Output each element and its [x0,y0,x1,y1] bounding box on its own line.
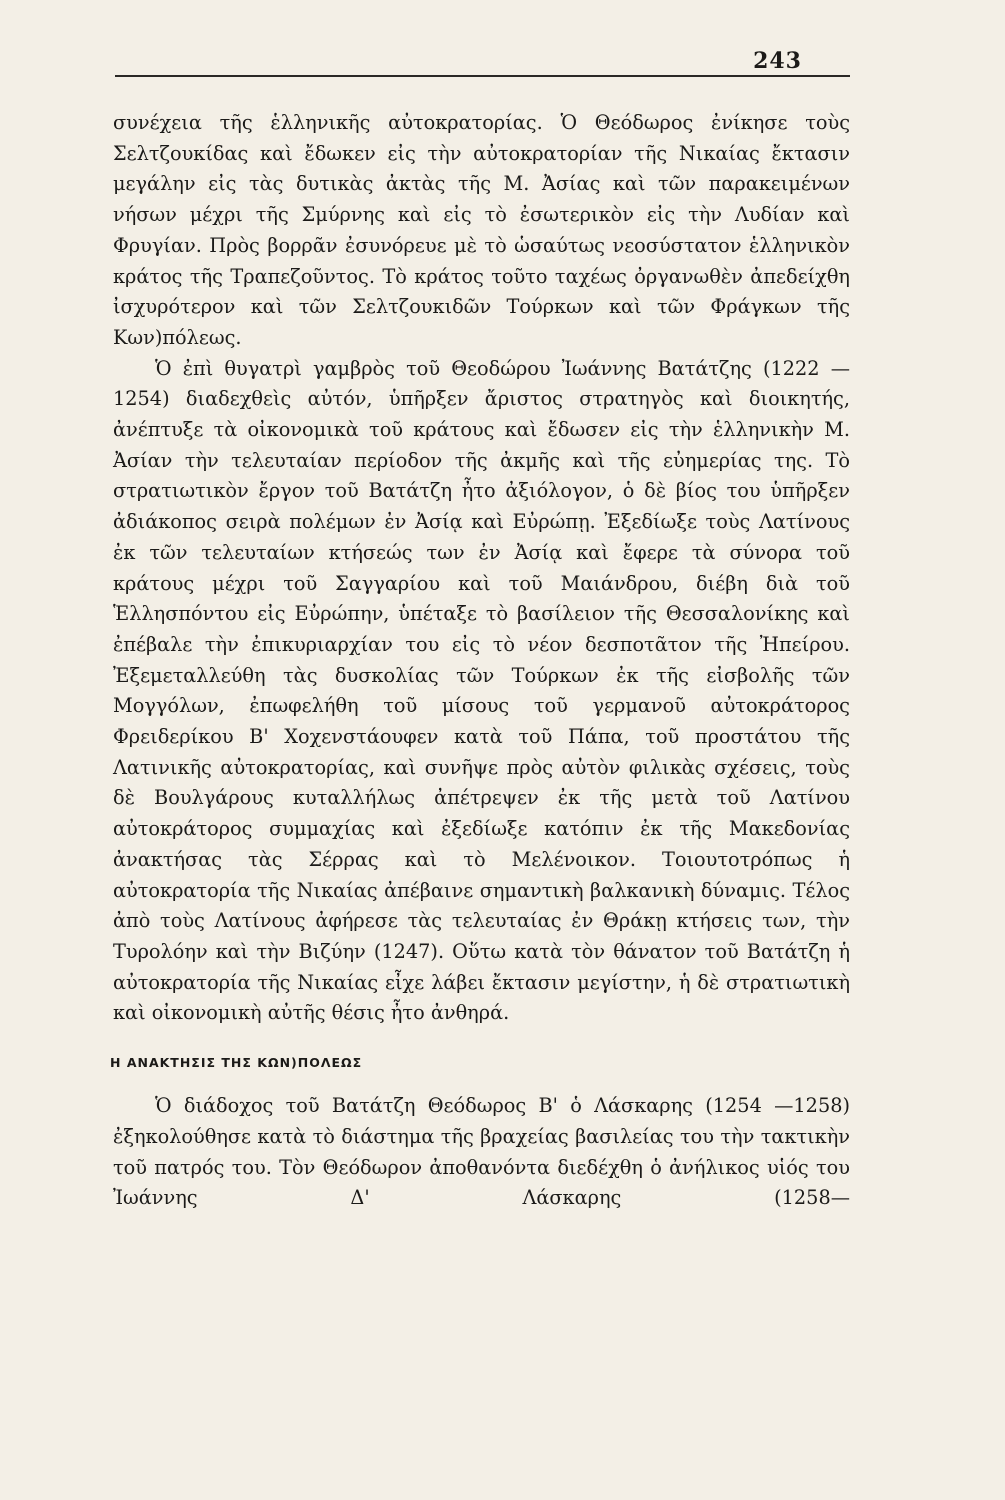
section-heading: Η ΑΝΑΚΤΗΣΙΣ ΤΗΣ ΚΩΝ)ΠΟΛΕΩΣ [110,1055,363,1071]
paragraph-theodore-ii: Ὁ διάδοχος τοῦ Βατάτζη Θεόδωρος Β' ὁ Λάσκαρης (1254 —1258) ἐξηκολούθησε κατὰ τὸ διάστημα τῆς βραχείας βασιλείας του τὴν τακτικὴν τοῦ πατρός του. Τὸν Θεόδωρον ἀποθανόντα διεδέχθη ὁ ἀνήλικος υἱός του Ἰωάννης Δ' Λάσκαρης (1258— [113,1094,850,1210]
page-number: 243 [753,48,802,74]
body-text [110,108,850,1214]
paragraph-continuation: συνέχεια τῆς ἑλληνικῆς αὐτοκρατορίας. Ὁ Θεόδωρος ἐνίκησε τοὺς Σελτζουκίδας καὶ ἔδωκεν εἰς τὴν αὐτοκρατορίαν τῆς Νικαίας ἔκτασιν μεγάλην εἰς τὰς δυτικὰς ἀκτὰς τῆς Μ. Ἀσίας καὶ τῶν παρακειμένων νήσων μέχρι τῆς Σμύρνης καὶ εἰς τὸ ἐσωτερικὸν εἰς τὴν Λυδίαν καὶ Φρυγίαν. Πρὸς βορρᾶν ἐσυνόρευε μὲ τὸ ὡσαύτως νεοσύστατον ἑλληνικὸν κράτος τῆς Τραπεζοῦντος. Τὸ κράτος τοῦτο ταχέως ὀργανωθὲν ἀπεδείχθη ἰσχυρότερον καὶ τῶν Σελτζουκιδῶν Τούρκων καὶ τῶν Φράγκων τῆς Κων)πόλεως. [113,111,850,349]
paragraph-vatatzes: Ὁ ἐπὶ θυγατρὶ γαμβρὸς τοῦ Θεοδώρου Ἰωάννης Βατάτζης (1222 — 1254) διαδεχθεὶς αὐτόν, ὑπῆρξεν ἄριστος στρατηγὸς καὶ διοικητής, ἀνέπτυξε τὰ οἰκονομικὰ τοῦ κράτους καὶ ἔδωσεν εἰς τὴν ἑλληνικὴν Μ. Ἀσίαν τὴν τελευταίαν περίοδον τῆς ἀκμῆς καὶ τῆς εὐημερίας της. Τὸ στρατιωτικὸν ἔργον τοῦ Βατάτζη ἦτο ἀξιόλογον, ὁ δὲ βίος του ὑπῆρξεν ἀδιάκοπος σειρὰ πολέμων ἐν Ἀσίᾳ καὶ Εὐρώπῃ. Ἐξεδίωξε τοὺς Λατίνους ἐκ τῶν τελευταίων κτήσεώς των ἐν Ἀσίᾳ καὶ ἔφερε τὰ σύνορα τοῦ κράτους μέχρι τοῦ Σαγγαρίου καὶ τοῦ Μαιάνδρου, διέβη διὰ τοῦ Ἑλλησπόντου εἰς Εὐρώπην, ὑπέταξε τὸ βασίλειον τῆς Θεσσαλονίκης καὶ ἐπέβαλε τὴν ἐπικυριαρχίαν του εἰς τὸ νέον δεσποτᾶτον τῆς Ἠπείρου. Ἐξεμεταλλεύθη τὰς δυσκολίας τῶν Τούρκων ἐκ τῆς εἰσβολῆς τῶν Μογγόλων, ἐπωφελήθη τοῦ μίσους τοῦ γερμανοῦ αὐτοκράτορος Φρειδερίκου Β' Χοχενστάουφεν κατὰ τοῦ Πάπα, τοῦ προστάτου τῆς Λατινικῆς αὐτοκρατορίας, καὶ συνῆψε πρὸς αὐτὸν φιλικὰς σχέσεις, τοὺς δὲ Βουλγάρους κυταλλήλως ἀπέτρεψεν ἐκ τῆς μετὰ τοῦ Λατίνου αὐτοκράτορος συμμαχίας καὶ ἐξεδίωξε κατόπιν ἐκ τῆς Μακεδονίας ἀνακτήσας τὰς Σέρρας καὶ τὸ Μελένοικον. Τοιουτοτρόπως ἡ αὐτοκρατορία τῆς Νικαίας ἀπέβαινε σημαντικὴ βαλκανικὴ δύναμις. Τέλος ἀπὸ τοὺς Λατίνους ἀφήρεσε τὰς τελευταίας ἐν Θράκῃ κτήσεις των, τὴν Τυρολόην καὶ τὴν Βιζύην (1247). Οὕτω κατὰ τὸν θάνατον τοῦ Βατάτζη ἡ αὐτοκρατορία τῆς Νικαίας εἶχε λάβει ἔκτασιν μεγίστην, ἡ δὲ στρατιωτικὴ καὶ οἰκονομικὴ αὐτῆς θέσις ἦτο ἀνθηρά. [113,356,850,1025]
header-rule [115,75,850,77]
